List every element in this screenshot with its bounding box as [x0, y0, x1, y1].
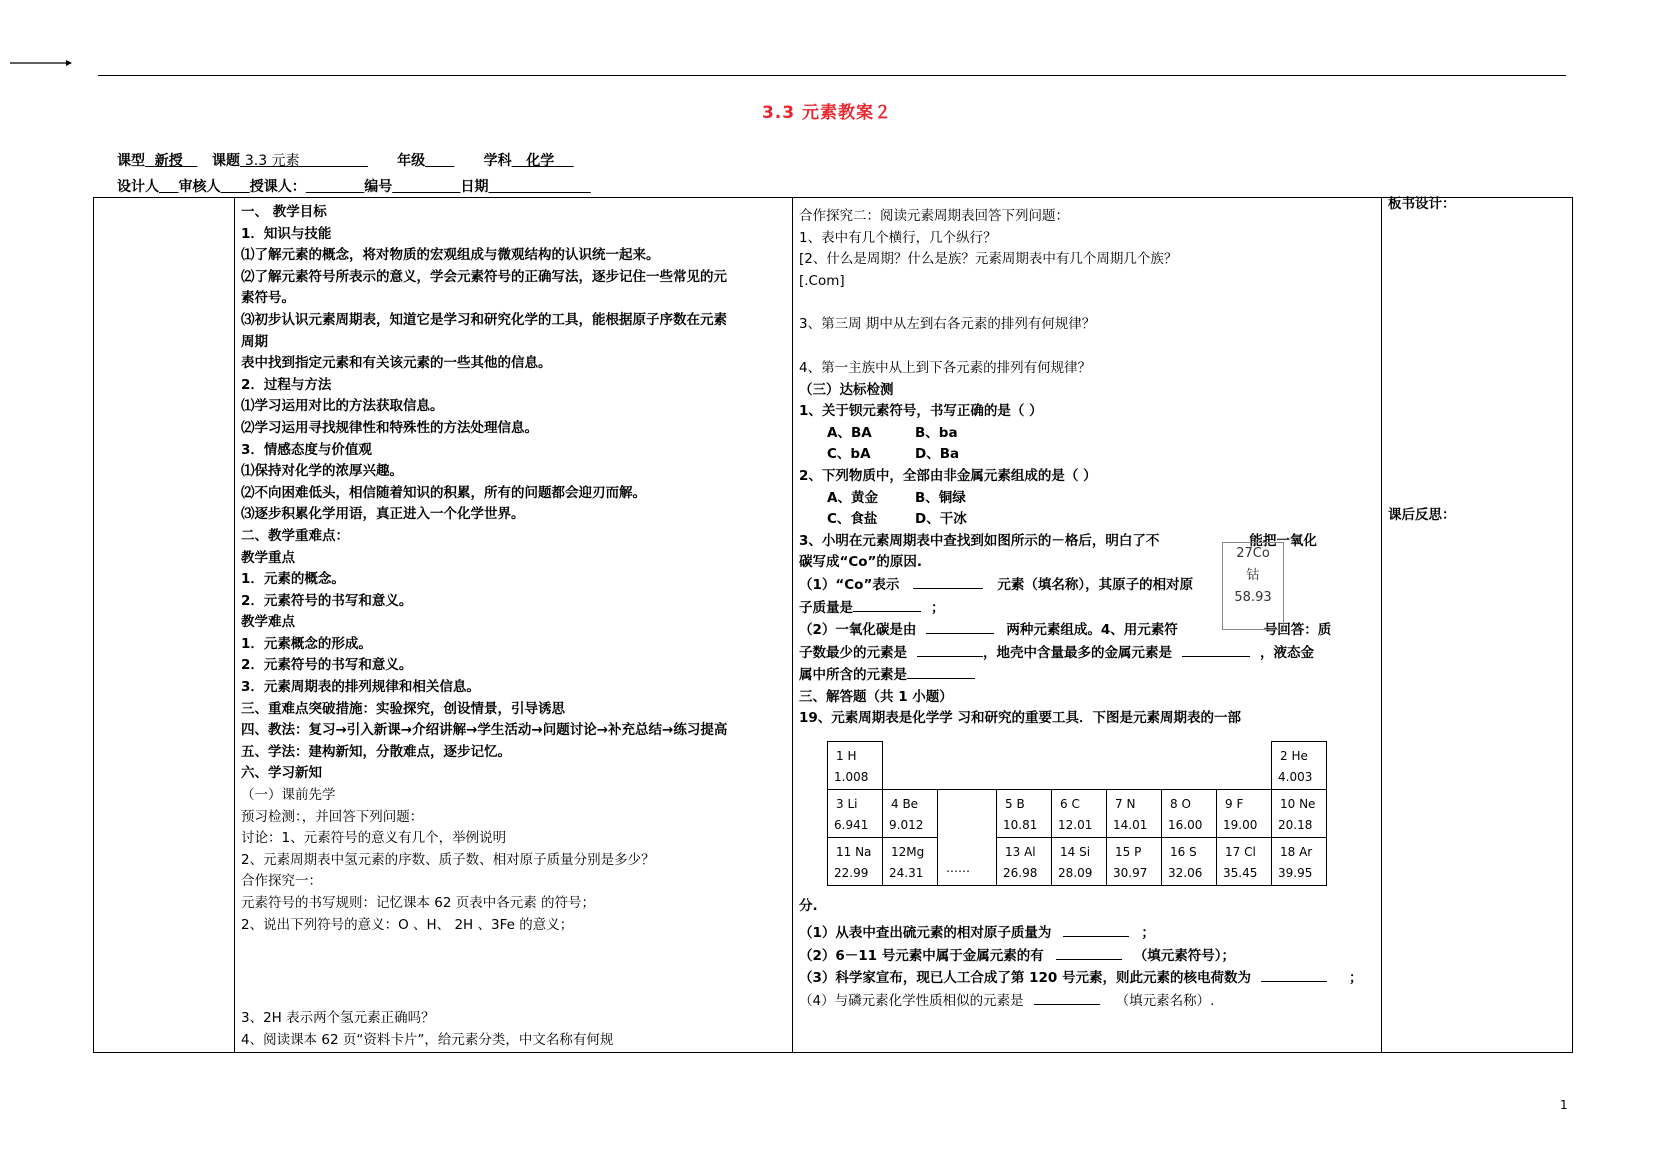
lesson-type-label: 课型 — [117, 153, 145, 169]
grade-label: 年级 — [397, 153, 426, 169]
section-title: 三、解答题（共 1 小题） — [799, 688, 953, 705]
text-line: 2、说出下列符号的意义：O 、H、 2H 、3Fe 的意义； — [241, 916, 574, 933]
option-c: C、食盐 — [827, 511, 878, 528]
element-cell: 15 P 30.97 — [1107, 838, 1162, 886]
text-line: 3．元素周期表的排列规律和相关信息。 — [241, 679, 480, 696]
text-line: 2、元素周期表中氢元素的序数、质子数、相对原子质量分别是多少？ — [241, 851, 655, 868]
text-line: 周期 — [241, 333, 268, 350]
text-line: 预习检测：，并回答下列问题： — [241, 808, 424, 825]
text-line: ⑶逐步积累化学用语，真正进入一个化学世界。 — [241, 506, 525, 523]
fill-blank — [907, 664, 975, 679]
fill-blank — [913, 574, 983, 589]
topic-label: 课题 — [212, 153, 240, 169]
quiz-section: （三）达标检测 1、关于钡元素符号，书写正确的是（ ） A、BA B、ba C、bA D、Ba 2、下列物质中，全部由非金属元素组成的是（ ） A、黄金 B、铜绿 C、食盐 D、干冰 3、小明在元素周期表中查找到如图所示的－格后，明白了不 能把一氧化 碳写成“Co”的原因. （1）“Co”表示 元素（填名称），其原子的相对原 子质量是 ； （2）一氧化碳是由 两种元素组成。4、用元素符 号回答：质 子数最少的元素是 ，地壳中含量最多的金属元素是 ，液态金 属中所含的元素是 三、解答题（共 1 小题） 19、元素周期表是化学学 习和研究的重要工具．下图是元素周期表的一部 — [799, 380, 1377, 731]
fill-blank — [1034, 990, 1100, 1005]
option-d: D、Ba — [915, 446, 960, 463]
question-2: 2、下列物质中，全部由非金属元素组成的是（ ） — [799, 467, 1097, 484]
element-cell: 17 Cl 35.45 — [1217, 838, 1272, 886]
text-line: 四、教法：复习→引入新课→介绍讲解→学生活动→问题讨论→补充总结→练习提高 — [241, 722, 728, 739]
text-line: 1、表中有几个横行，几个纵行？ — [799, 229, 997, 246]
text-line: ⑵不向困难低头，相信随着知识的积累，所有的问题都会迎刃而解。 — [241, 484, 646, 501]
text-line: 素符号。 — [241, 290, 295, 307]
date-label: 日期 — [460, 179, 489, 195]
number-label: 编号 — [364, 179, 393, 195]
question-19: 19、元素周期表是化学学 习和研究的重要工具．下图是元素周期表的一部 — [799, 710, 1241, 727]
element-cell: 6 C 12.01 — [1052, 790, 1107, 838]
fill-blank — [1056, 945, 1122, 960]
element-cell: 8 O 16.00 — [1162, 790, 1217, 838]
teaching-content-tail — [241, 1008, 789, 1051]
element-cell: 9 F 19.00 — [1217, 790, 1272, 838]
arrow-icon — [10, 58, 72, 68]
header-row-2 — [117, 176, 591, 196]
page-title: 3.3 元素教案２ — [761, 103, 893, 123]
text-line: ⑶初步认识元素周期表，知道它是学习和研究化学的工具，能根据原子序数在元素 — [241, 311, 727, 328]
subject-value: 化学 — [526, 153, 555, 169]
option-d: D、干冰 — [915, 511, 967, 528]
text-line: 二、教学重难点： — [241, 527, 349, 544]
text-line: 表中找到指定元素和有关该元素的一些其他的信息。 — [241, 355, 552, 372]
text-line: 合作探究二：阅读元素周期表回答下列问题： — [799, 208, 1069, 224]
text-line: 五、学法：建构新知，分散难点，逐步记忆。 — [241, 743, 511, 760]
reviewer-label: 审核人 — [178, 179, 221, 195]
question-3-line: 碳写成“Co”的原因. — [799, 554, 923, 571]
text-line: ⑴保持对化学的浓厚兴趣。 — [241, 463, 403, 480]
column-divider — [792, 198, 793, 1052]
fill-blank — [926, 619, 994, 634]
teaching-content-column — [241, 202, 789, 936]
text-line: [.Com] — [799, 272, 845, 289]
option-a: A、黄金 — [827, 489, 878, 506]
fill-blank — [1261, 967, 1327, 982]
element-cell: 4 Be 9.012 — [883, 790, 938, 838]
text-line: 三、重难点突破措施：实验探究，创设情景，引导诱思 — [241, 700, 565, 717]
ellipsis-cell: …… — [938, 790, 997, 886]
page-number: 1 — [1560, 1098, 1568, 1112]
text-line: 2．元素符号的书写和意义。 — [241, 657, 413, 674]
text-line: [2、什么是周期？什么是族？元素周期表中有几个周期几个族？ — [799, 251, 1178, 268]
element-cell: 2 He 4.003 — [1272, 742, 1327, 790]
element-cell: 18 Ar 39.95 — [1272, 838, 1327, 886]
text-line: ⑵了解元素符号所表示的意义，学会元素符号的正确写法，逐步记住一些常见的元 — [241, 268, 727, 285]
fen-label: 分. — [799, 898, 818, 914]
header-row-1 — [117, 150, 574, 170]
option-c: C、bA — [827, 446, 871, 463]
text-line: 3．情感态度与价值观 — [241, 441, 372, 458]
periodic-table — [827, 741, 1327, 886]
fill-blank — [917, 642, 983, 657]
lesson-type-value: 新授 — [154, 153, 183, 169]
reflection-label: 课后反思： — [1388, 507, 1456, 523]
element-cell: 10 Ne 20.18 — [1272, 790, 1327, 838]
text-line: 合作探究一： — [241, 873, 322, 890]
teacher-label: 授课人： — [249, 179, 306, 195]
column-divider — [1381, 198, 1382, 1052]
fill-blank — [1182, 642, 1250, 657]
element-cell: 11 Na 22.99 — [828, 838, 883, 886]
text-line: 4、第一主族中从上到下各元素的排列有何规律？ — [799, 359, 1092, 376]
element-cell: 3 Li 6.941 — [828, 790, 883, 838]
text-line: 1．元素概念的形成。 — [241, 635, 372, 652]
text-line: 4、阅读课本 62 页“资料卡片”，给元素分类，中文名称有何规 — [241, 1031, 614, 1048]
section-title: （三）达标检测 — [799, 381, 894, 398]
sub-questions: （1）从表中查出硫元素的相对原子质量为 ； （2）6－11 号元素中属于金属元素的有 （填元素符号）； （3）科学家宣布，现已人工合成了第 120 号元素，则此元素的核电荷数为 ； （4）与磷元素化学性质相似的元素是 （填元素名称）. — [799, 922, 1377, 1012]
text-line: 1．知识与技能 — [241, 225, 332, 242]
option-b: B、ba — [915, 424, 958, 441]
text-line: 一、 教学目标 — [241, 204, 327, 220]
text-line: 2．过程与方法 — [241, 376, 332, 393]
text-line: 讨论：1、元素符号的意义有几个，举例说明 — [241, 830, 507, 847]
text-line: 教学难点 — [241, 614, 295, 631]
cobalt-element-card: 27Co 钴 58.93 — [1222, 542, 1284, 630]
column-divider — [234, 198, 235, 1052]
fill-blank — [853, 597, 921, 612]
text-line: （一）课前先学 — [241, 787, 336, 804]
text-line: 3、2H 表示两个氢元素正确吗？ — [241, 1010, 435, 1026]
text-line: 六、学习新知 — [241, 765, 322, 782]
question-1: 1、关于钡元素符号，书写正确的是（ ） — [799, 403, 1043, 420]
option-a: A、BA — [827, 424, 872, 441]
element-cell: 14 Si 28.09 — [1052, 838, 1107, 886]
lesson-table — [93, 197, 1573, 1053]
text-line: ⑴学习运用对比的方法获取信息。 — [241, 398, 444, 415]
fill-blank — [1063, 922, 1129, 937]
option-b: B、铜绿 — [915, 489, 966, 506]
text-line: 2．元素符号的书写和意义。 — [241, 592, 413, 609]
board-design-label: 板书设计： — [1388, 196, 1456, 212]
element-cell: 16 S 32.06 — [1162, 838, 1217, 886]
element-cell: 7 N 14.01 — [1107, 790, 1162, 838]
text-line: ⑵学习运用寻找规律性和特殊性的方法处理信息。 — [241, 419, 538, 436]
text-line: 1．元素的概念。 — [241, 571, 345, 588]
topic-value: 3.3 元素 — [244, 153, 300, 169]
text-line: 元素符号的书写规则：记忆课本 62 页表中各元素 的符号； — [241, 895, 596, 911]
element-cell: 1 H 1.008 — [828, 742, 883, 790]
exercise-column — [799, 206, 1377, 730]
text-line: 教学重点 — [241, 549, 295, 566]
designer-label: 设计人 — [117, 179, 159, 195]
top-rule — [98, 75, 1566, 76]
text-line: 3、第三周 期中从左到右各元素的排列有何规律？ — [799, 316, 1096, 333]
subject-label: 学科 — [483, 153, 512, 169]
question-3-line: 3、小明在元素周期表中查找到如图所示的－格后，明白了不 — [799, 532, 1160, 549]
element-cell: 5 B 10.81 — [997, 790, 1052, 838]
element-cell: 12Mg 24.31 — [883, 838, 938, 886]
element-cell: 13 Al 26.98 — [997, 838, 1052, 886]
text-line: ⑴了解元素的概念，将对物质的宏观组成与微观结构的认识统一起来。 — [241, 247, 660, 264]
